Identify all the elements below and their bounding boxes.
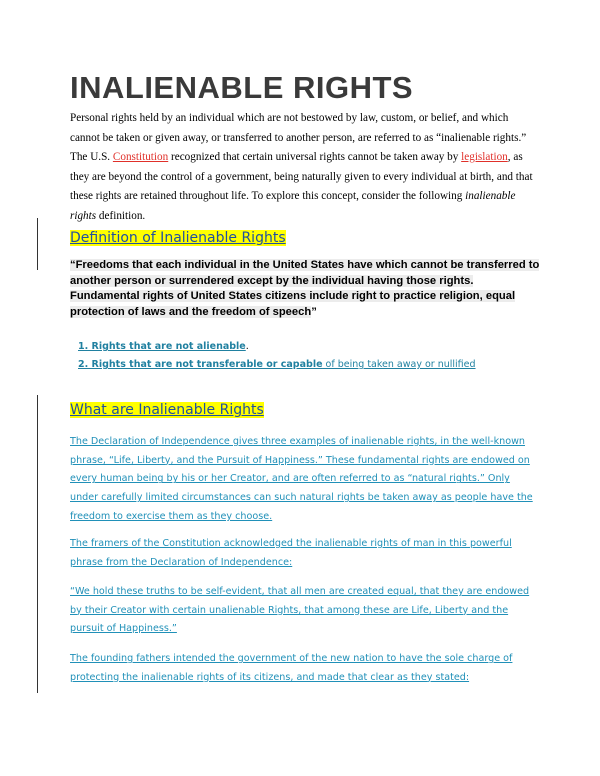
what-heading-text: What are Inalienable Rights xyxy=(70,402,264,418)
body-paragraph[interactable]: “We hold these truths to be self-evident, that all men are created equal, that they are endowed by their Creator with certain unalienable Rights, that among these are Life, Liberty and the pursuit of Happiness.” xyxy=(70,586,530,635)
page-title: INALIENABLE RIGHTS xyxy=(70,70,414,105)
legislation-link[interactable]: legislation xyxy=(461,151,508,163)
margin-change-bar xyxy=(37,218,38,270)
definition-list xyxy=(78,338,476,374)
list-item-rest: of being taken away or nullified xyxy=(322,359,476,370)
intro-italic-term: inalienable rights xyxy=(70,190,516,222)
constitution-link[interactable]: Constitution xyxy=(112,151,169,163)
list-item-rest: . xyxy=(245,341,249,352)
intro-text: recognized that certain universal rights cannot be taken away by xyxy=(168,151,462,163)
quote-text: “Freedoms that each individual in the United States have which cannot be transferred to another person or surrendered except by the individual having those rights. Fundamental rights of United States citizens include right to practice religion, equal protection of laws and the freedom of speech xyxy=(70,259,540,318)
intro-text: Personal rights held by an individual which are not bestowed by law, custom, or belief, and which cannot be taken or given away, or transferred to another person, are referred to as “inalienable rights.” The U.S. xyxy=(70,112,527,163)
what-heading[interactable] xyxy=(70,402,264,418)
body-paragraph[interactable]: The framers of the Constitution acknowledged the inalienable rights of man in this powerful phrase from the Declaration of Independence: xyxy=(70,538,512,568)
intro-text: , as they are beyond the control of a government, being naturally given to every individual at birth, and that these rights are retained throughout life. To explore this concept, consider the following xyxy=(70,151,533,202)
definition-heading-text: Definition of Inalienable Rights xyxy=(70,230,286,246)
body-paragraph[interactable]: The founding fathers intended the government of the new nation to have the sole charge of protecting the inalienable rights of its citizens, and made that clear as they stated: xyxy=(70,653,513,683)
definition-quote xyxy=(70,258,540,320)
margin-change-bar xyxy=(37,395,38,693)
intro-text: definition. xyxy=(96,209,146,222)
intro-paragraph xyxy=(70,109,540,226)
list-item[interactable] xyxy=(78,356,476,374)
body-paragraph[interactable]: The Declaration of Independence gives three examples of inalienable rights, in the well-known phrase, “Life, Liberty, and the Pursuit of Happiness.” These fundamental rights are endowed on every human being by his or her Creator, and are often referred to as “natural rights.” Only under carefully limited circumstances can such natural rights be taken away as people have the freedom to exercise them as they choose. xyxy=(70,436,533,522)
list-item-bold: 1. Rights that are not alienable xyxy=(78,341,246,352)
definition-heading[interactable] xyxy=(70,230,286,246)
quote-end: ” xyxy=(311,305,317,318)
list-item-bold: 2. Rights that are not transferable or capable xyxy=(78,359,323,370)
list-item[interactable] xyxy=(78,338,476,356)
